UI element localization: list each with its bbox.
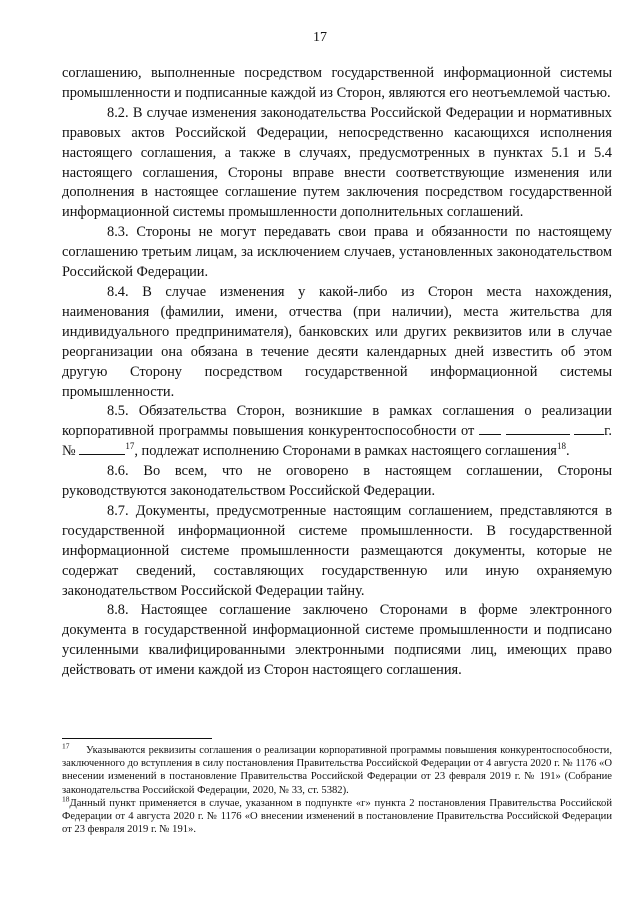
paragraph-8-3: 8.3. Стороны не могут передавать свои права и обязанности по настоящему соглашению третьим лицам, за исключением случаев, установленных законодательством Российской Федерации. bbox=[62, 224, 612, 281]
blank-number bbox=[79, 442, 125, 455]
blank-day bbox=[479, 422, 501, 435]
page-number: 17 bbox=[313, 30, 327, 45]
footnote-17 bbox=[62, 741, 612, 797]
footnote-mark: 17 bbox=[62, 741, 70, 751]
footnote-text: Данный пункт применяется в случае, указанном в подпункте «г» пункта 2 постановления Правительства Российской Федерации от 4 августа 2020 г. № 1176 «О внесении изменений в постановление Правительства Российской Федерации от 23 февраля 2019 г. № 191». bbox=[62, 797, 612, 836]
blank-month bbox=[506, 422, 570, 435]
paragraph-continuation: соглашению, выполненные посредством государственной информационной системы промышленности и подписанные каждой из Сторон, являются его неотъемлемой частью. bbox=[62, 65, 612, 101]
footnote-ref-18[interactable]: 18 bbox=[556, 441, 566, 452]
paragraph-8-5-text-end: , подлежат исполнению Сторонами в рамках настоящего соглашения bbox=[134, 443, 557, 460]
footnote-text: Указываются реквизиты соглашения о реализации корпоративной программы повышения конкурентоспособности, заключенного до вступления в силу постановления Правительства Российской Федерации от 4 августа 2020 г. № 1176 «О внесении изменений в постановление Правительства Российской Федерации от 23 февраля 2019 г. № 191» (Собрание законодательства Российской Федерации, 2020, № 33, ст. 5382). bbox=[62, 745, 612, 796]
paragraph-8-5-text: 8.5. Обязательства Сторон, возникшие в рамках соглашения о реализации корпоративной программы повышения конкурентоспособности от bbox=[62, 403, 612, 440]
footnotes bbox=[62, 741, 612, 836]
body-text bbox=[62, 64, 612, 681]
paragraph-8-6: 8.6. Во всем, что не оговорено в настоящем соглашении, Стороны руководствуются законодательством Российской Федерации. bbox=[62, 463, 612, 500]
footnote-18 bbox=[62, 794, 612, 837]
footnote-ref-17[interactable]: 17 bbox=[125, 441, 135, 452]
paragraph-8-4: 8.4. В случае изменения у какой-либо из Сторон места нахождения, наименования (фамилии, имени, отчества (при наличии), места жительства для индивидуального предпринимателя), банковских или других реквизитов или в случае реорганизации она обязана в течение десяти календарных дней известить об этом другую Сторону посредством государственной информационной системы промышленности. bbox=[62, 283, 612, 400]
paragraph-8-5-period: . bbox=[565, 443, 570, 460]
blank-year bbox=[574, 422, 604, 435]
footnote-mark: 18 bbox=[62, 794, 70, 804]
paragraph-8-8: 8.8. Настоящее соглашение заключено Сторонами в форме электронного документа в государственной информационной системе промышленности и подписано усиленными квалифицированными электронными подписями лиц, имеющих право действовать от имени каждой из Сторон настоящего соглашения. bbox=[62, 602, 612, 679]
paragraph-8-2: 8.2. В случае изменения законодательства Российской Федерации и нормативных правовых актов Российской Федерации, непосредственно касающихся исполнения настоящего соглашения, а также в случаях, предусмотренных в пунктах 5.1 и 5.4 настоящего соглашения, Стороны вправе внести соответствующие изменения или дополнения в настоящее соглашение путем заключения посредством государственной информационной системы промышленности дополнительных соглашений. bbox=[62, 104, 612, 221]
footnote-divider bbox=[62, 738, 212, 739]
paragraph-8-5 bbox=[62, 402, 612, 462]
paragraph-8-7: 8.7. Документы, предусмотренные настоящим соглашением, представляются в государственной информационной системе промышленности. В государственной информационной системе промышленности размещаются документы, которые не содержат сведений, составляющих государственную или иную охраняемую законодательством Российской Федерации тайну. bbox=[62, 502, 612, 599]
number-sign: № bbox=[62, 443, 76, 460]
year-suffix: г. bbox=[604, 423, 612, 440]
